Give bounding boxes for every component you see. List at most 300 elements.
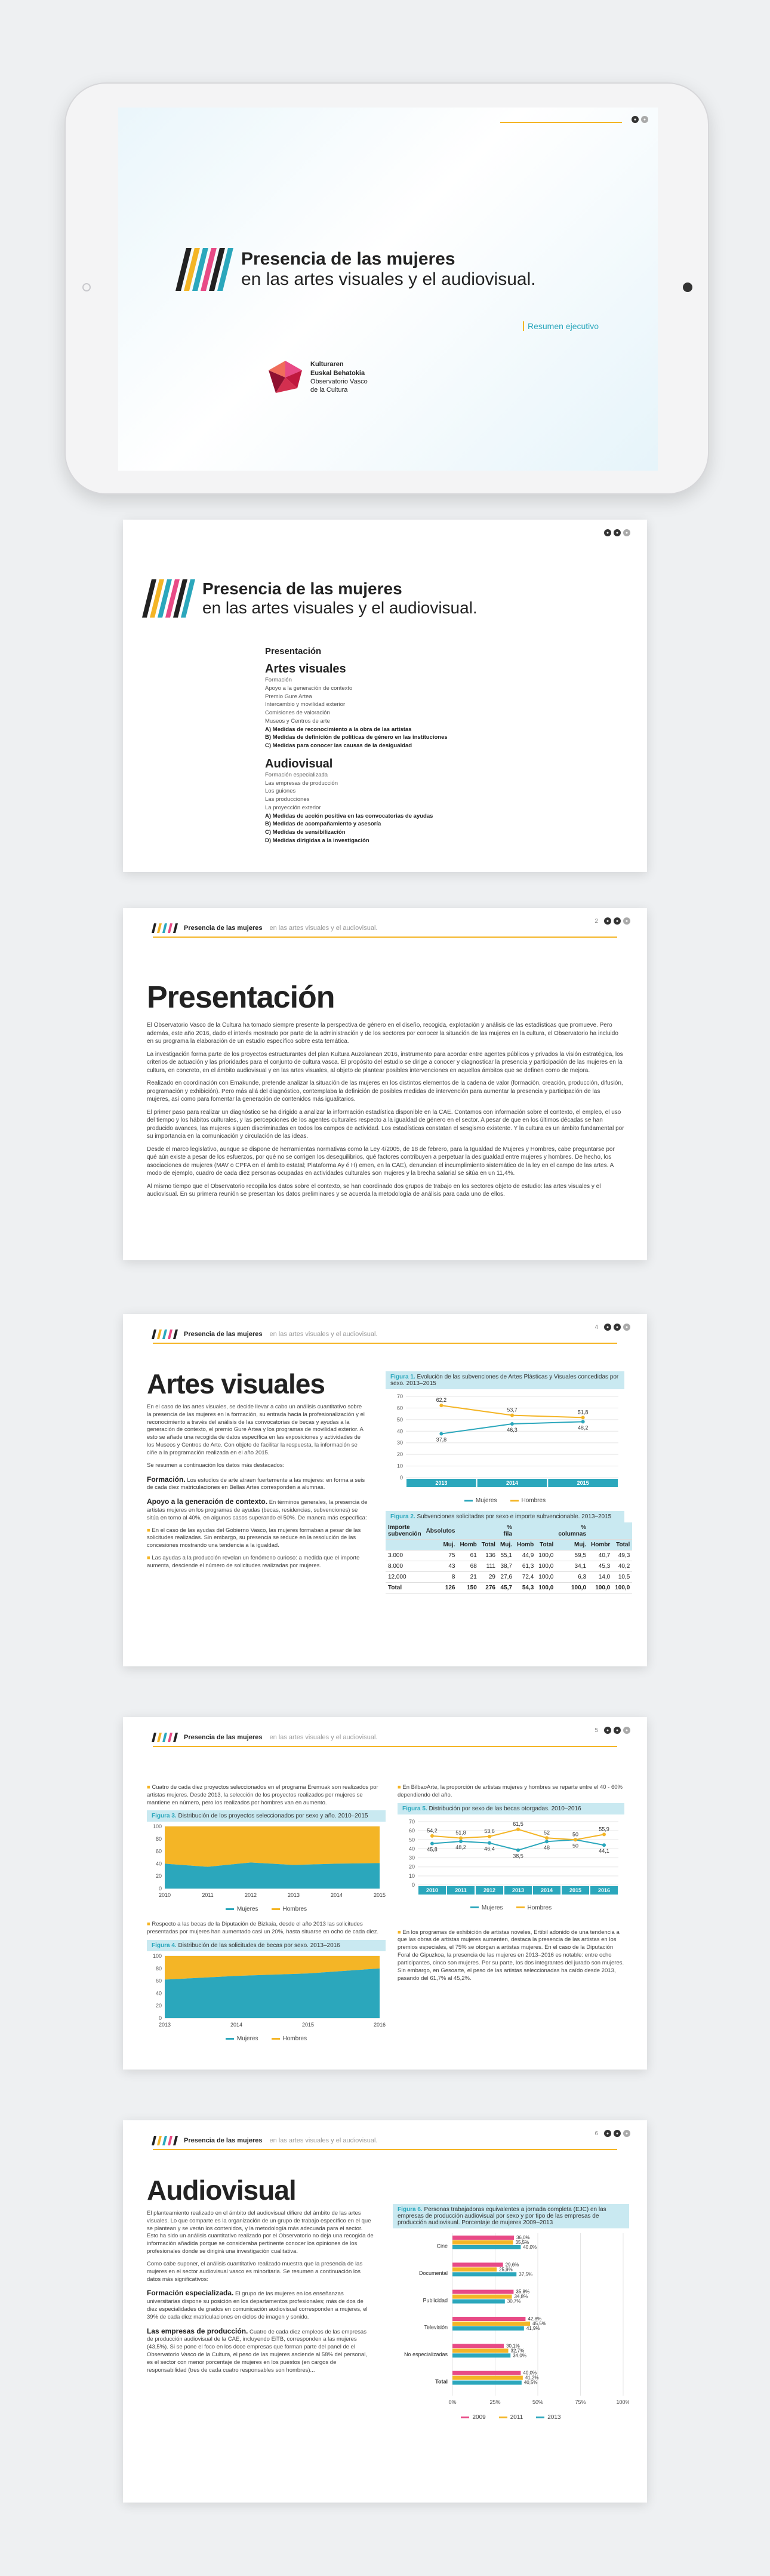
fig4-legend bbox=[147, 2035, 386, 2042]
presentacion-paragraph: Al mismo tiempo que el Observatorio recopila los datos sobre el contexto, se han coordinado dos grupos de trabajo en los sectores objeto de estudio: las artes visuales y el audiovisual. En su primera reunión se presentan los datos preliminares y se acuerda la metodología de análisis para cada uno de ellos. bbox=[147, 1183, 601, 1198]
presentacion-paragraph: Realizado en coordinación con Emakunde, pretende analizar la situación de las mujeres en los distintos elementos de la cadena de valor (formación, creación, producción, difusión, programación y exhibición). Pero más allá del diagnóstico, contemplaba la definición de posibles medidas de intervención para aumentar la presencia y participación de las mujeres, así como para fomentar la generación de contenidos más igualitarios. bbox=[147, 1080, 623, 1103]
data-point bbox=[488, 1834, 491, 1838]
toc-item[interactable]: Intercambio y movilidad exterior bbox=[265, 701, 346, 708]
x-tick-label: 2014 bbox=[230, 2022, 243, 2028]
data-label: 41,9% bbox=[526, 2326, 540, 2331]
presentacion-page bbox=[123, 908, 647, 1260]
bar-2013 bbox=[452, 2381, 522, 2385]
table-cell: 61 bbox=[457, 1550, 479, 1561]
artes-bullet-text: En el caso de las ayudas del Gobierno Vasco, las mujeres formaban a pesar de las solicitudes realizadas. Sin embargo, su presencia se reduce en la resolución de las concesiones mostrando una tendencia a la igualdad. bbox=[147, 1527, 361, 1549]
bar-2011 bbox=[452, 2295, 512, 2299]
data-point bbox=[459, 1836, 463, 1840]
bar-2009 bbox=[452, 2290, 513, 2294]
legend-item-hombres: Hombres bbox=[510, 1497, 546, 1504]
page-badge-icon: ● bbox=[614, 529, 621, 536]
toc-measure[interactable]: C) Medidas de sensibilización bbox=[265, 829, 346, 836]
page5-bullet: ■ En los programas de exhibición de artistas noveles, Ertibil adonido de una tendencia a que las obras de artistas mujeres aumenten, destaca la presencia de las artistas en los premios especiales, el 75% se otorgan a artistas mujeres. En el caso de la Diputación Foral de Gipuzkoa, la presencia de las mujeres en 2013–2016 es notable: entre ocho participantes, cinco son mujeres. Por su parte, los dos integrantes del jurado son mujeres. Sin embargo, en Gesoarte, el peso de las artistas seleccionadas ha caído desde 2013, pasando del 61,7% al 45,2%. bbox=[398, 1929, 624, 1982]
toc-measure[interactable]: A) Medidas de acción positiva en las convocatorias de ayudas bbox=[265, 812, 433, 819]
legend-item-mujeres: Mujeres bbox=[226, 1906, 258, 1912]
toc-page bbox=[123, 520, 647, 872]
legend-item-hombres: Hombres bbox=[272, 2035, 307, 2042]
data-label: 45,8 bbox=[427, 1846, 438, 1853]
logo-bars-icon bbox=[153, 2136, 177, 2145]
data-point bbox=[581, 1416, 585, 1419]
table-cell: 8.000 bbox=[386, 1561, 424, 1572]
y-tick-label: 30 bbox=[408, 1855, 415, 1861]
data-label: 35,5% bbox=[515, 2240, 529, 2245]
toc-measure[interactable]: C) Medidas para conocer las causas de la desigualdad bbox=[265, 742, 412, 750]
toc-artes[interactable]: Artes visuales bbox=[265, 662, 346, 676]
category-label: Televisión bbox=[424, 2324, 448, 2331]
header-subtitle: en las artes visuales y el audiovisual. bbox=[269, 925, 378, 932]
table-cell: % columnas bbox=[556, 1522, 589, 1540]
category-label: Documental bbox=[418, 2270, 448, 2276]
table-cell bbox=[457, 1522, 479, 1540]
y-tick-label: 50 bbox=[396, 1416, 403, 1423]
data-point bbox=[488, 1841, 491, 1844]
observatory-logo-icon bbox=[266, 358, 304, 397]
table-row bbox=[386, 1572, 632, 1583]
fig2-caption: Figura 2. Subvenciones solicitadas por sexo e importe subvencionable. 2013–2015 bbox=[386, 1511, 624, 1522]
table-cell: 111 bbox=[479, 1561, 498, 1572]
page-badge-icon: ● bbox=[604, 2130, 611, 2137]
x-tick-label: 2013 bbox=[287, 1892, 300, 1899]
data-point bbox=[430, 1834, 434, 1838]
page-badge-icon: ● bbox=[604, 529, 611, 536]
header-subtitle: en las artes visuales y el audiovisual. bbox=[269, 1331, 378, 1338]
toc-item[interactable]: Las producciones bbox=[265, 796, 310, 803]
table-cell: 100,0 bbox=[612, 1583, 632, 1594]
table-cell: Importe subvención bbox=[386, 1522, 424, 1540]
toc-item[interactable]: Los guiones bbox=[265, 788, 296, 795]
header-subtitle: en las artes visuales y el audiovisual. bbox=[269, 2137, 378, 2144]
data-point bbox=[581, 1420, 585, 1423]
table-cell: 72,4 bbox=[515, 1572, 536, 1583]
table-cell: Total bbox=[386, 1583, 424, 1594]
x-tick-label: 2015 bbox=[577, 1480, 589, 1486]
fig3-chart bbox=[147, 1822, 386, 1899]
data-label: 46,3 bbox=[507, 1427, 518, 1433]
data-label: 32,7% bbox=[510, 2348, 525, 2354]
bar-2011 bbox=[452, 2376, 523, 2380]
y-tick-label: 80 bbox=[155, 1836, 162, 1843]
data-label: 48 bbox=[543, 1844, 550, 1850]
page5-bullet: ■ En BilbaoArte, la proporción de artistas mujeres y hombres se reparte entre el 40 - 60% dependiendo del año. bbox=[398, 1784, 623, 1798]
legend-item-mujeres: Mujeres bbox=[464, 1497, 497, 1504]
data-label: 48,2 bbox=[577, 1424, 589, 1431]
table-cell: 126 bbox=[424, 1583, 458, 1594]
audio-p1: El planteamiento realizado en el ámbito del audiovisual difiere del ámbito de las artes visuales. Lo que comparte es la organización de un grupo de trabajo específico en el que se plantean y se verán los contenidos, y la metodología más adecuada para el sector. Esto ha sido un análisis cuantitativo realizado por el Observatorio no deja una recogida de información añadida porque se consideraba pertinente conocer los opiniones de los profesionales donde se dirigirá una investigación cualitativa. bbox=[147, 2210, 374, 2255]
toc-item[interactable]: Las empresas de producción bbox=[265, 779, 338, 787]
table-cell: 14,0 bbox=[589, 1572, 612, 1583]
table-cell: Total bbox=[612, 1540, 632, 1550]
artes-apoyo bbox=[147, 1497, 368, 1522]
bar-2009 bbox=[452, 2371, 520, 2375]
toc-measure[interactable]: A) Medidas de reconocimiento a la obra de las artistas bbox=[265, 726, 412, 733]
category-label: Publicidad bbox=[423, 2297, 448, 2304]
audiovisual-page bbox=[123, 2120, 647, 2503]
toc-item[interactable]: La proyección exterior bbox=[265, 804, 321, 811]
toc-title-line1: Presencia de las mujeres bbox=[202, 579, 402, 598]
table-row bbox=[386, 1550, 632, 1561]
table-cell: 49,3 bbox=[612, 1550, 632, 1561]
y-tick-label: 80 bbox=[155, 1965, 162, 1972]
page-badge-icon: ● bbox=[604, 1324, 611, 1331]
fig6-legend bbox=[393, 2414, 629, 2421]
table-cell: 59,5 bbox=[556, 1550, 589, 1561]
table-cell: Hombr bbox=[589, 1540, 612, 1550]
artes-formacion-text: Los estudios de arte atraen fuertemente a las mujeres: en forma a seis de cada diez matriculaciones en Bellas Artes corresponden a alumnas. bbox=[147, 1476, 365, 1491]
bar-2011 bbox=[452, 2322, 530, 2326]
table-cell bbox=[536, 1522, 556, 1540]
data-label: 30,1% bbox=[506, 2343, 520, 2349]
x-tick-label: 2011 bbox=[455, 1887, 467, 1893]
data-label: 61,5 bbox=[513, 1820, 523, 1827]
page-badge-icon: ● bbox=[623, 917, 630, 925]
data-label: 46,4 bbox=[484, 1846, 495, 1852]
artes-bullet: ■ Las ayudas a la producción revelan un fenómeno curioso: a medida que el importe aumenta, desciende el número de solicitudes realizadas por mujeres. bbox=[147, 1555, 360, 1569]
y-tick-label: 70 bbox=[408, 1818, 415, 1825]
artes-page bbox=[123, 1314, 647, 1666]
data-label: 37,8 bbox=[436, 1436, 447, 1443]
x-tick-label: 2010 bbox=[158, 1892, 171, 1899]
artes-apoyo-text: En términos generales, la presencia de artistas mujeres en los programas de ayudas (becas, residencias, subvenciones) se sitúa en torno al 40%, en algunos casos superando el 50%. De manera más específica: bbox=[147, 1499, 368, 1521]
data-label: 50 bbox=[572, 1831, 579, 1837]
audio-empresas bbox=[147, 2326, 374, 2375]
bar-2013 bbox=[452, 2299, 505, 2304]
table-cell: 43 bbox=[424, 1561, 458, 1572]
area-mujeres bbox=[165, 1863, 380, 1889]
table-row bbox=[386, 1561, 632, 1572]
org-line3: Observatorio Vasco bbox=[310, 378, 368, 385]
page-badge-icon: ● bbox=[623, 1324, 630, 1331]
table-cell bbox=[515, 1522, 536, 1540]
org-line1: Kulturaren bbox=[310, 361, 344, 369]
fig1-caption: Figura 1. Evolución de las subvenciones de Artes Plásticas y Visuales concedidas por sexo. 2013–2015 bbox=[386, 1371, 624, 1389]
y-tick-label: 40 bbox=[396, 1428, 403, 1435]
y-tick-label: 20 bbox=[396, 1451, 403, 1458]
toc-presentacion[interactable]: Presentación bbox=[265, 646, 322, 656]
org-line4: de la Cultura bbox=[310, 386, 348, 394]
tablet-mockup bbox=[64, 82, 709, 495]
page-badge-icon: ● bbox=[604, 917, 611, 925]
x-tick-label: 2014 bbox=[330, 1892, 343, 1899]
legend-item-hombres: Hombres bbox=[272, 1906, 307, 1912]
page-number: 6 bbox=[595, 2130, 598, 2137]
data-label: 41,2% bbox=[525, 2375, 539, 2381]
toc-audio[interactable]: Audiovisual bbox=[265, 757, 333, 770]
data-point bbox=[602, 1843, 606, 1847]
legend-item: 2011 bbox=[499, 2414, 523, 2421]
data-label: 36,0% bbox=[516, 2235, 530, 2240]
cover-screen bbox=[118, 108, 658, 471]
fig6-caption: Figura 6. Personas trabajadoras equivalentes a jornada completa (EJC) en las empresas de producción audiovisual por sexo y por tipo de las empresas de producción audiovisual. Porcentaje de mujeres 2009–2013 bbox=[393, 2204, 629, 2228]
toc-measure[interactable]: B) Medidas de definición de políticas de género en las instituciones bbox=[265, 734, 448, 741]
presentacion-paragraph: Desde el marco legislativo, aunque se dispone de herramientas normativas como la Ley 4/2005, de 18 de febrero, para la Igualdad de Mujeres y Hombres, cabe preguntarse por qué aún existe a pesar de los esfuerzos, por qué no se corrigen los desequilibrios, qué factores contribuyen a perpetuar la desigualdad entre mujeres y hombres. De hecho, los asociaciones de mujeres (MAV o CPFA en el ámbito estatal; Plataforma Ay é H) emen, en la CAE), denuncian el incumplimiento sistemático de la ley en el campo de las artes. A modo de ejemplo, cuadro de cada diez personas ocupadas en actividades culturales son mujeres y la brecha salarial se sitúa en un 11,4%. bbox=[147, 1146, 615, 1177]
area-hombres bbox=[165, 1826, 380, 1867]
bar-2011 bbox=[452, 2348, 509, 2353]
page-badge-icon: ● bbox=[614, 1324, 621, 1331]
toc-item[interactable]: Premio Gure Artea bbox=[265, 693, 312, 700]
header-accent-line bbox=[153, 2149, 617, 2150]
x-tick-label: 2015 bbox=[301, 2022, 315, 2028]
header-title: Presencia de las mujeres bbox=[184, 925, 263, 932]
y-tick-label: 20 bbox=[155, 2003, 162, 2009]
y-tick-label: 10 bbox=[396, 1463, 403, 1469]
data-point bbox=[510, 1422, 514, 1426]
data-label: 53,7 bbox=[507, 1407, 518, 1413]
table-cell: 61,3 bbox=[515, 1561, 536, 1572]
page5-bullet: ■ Cuatro de cada diez proyectos seleccionados en el programa Eremuak son realizados por artistas mujeres. Desde 2013, la selección de los proyectos realizados por mujeres se mantiene en número, pero los realizados por hombres van en aumento. bbox=[147, 1784, 378, 1806]
legend-item-hombres: Hombres bbox=[516, 1905, 552, 1911]
data-label: 34,0% bbox=[513, 2353, 526, 2359]
fig3-legend bbox=[147, 1906, 386, 1912]
data-label: 50 bbox=[572, 1842, 579, 1849]
header-title: Presencia de las mujeres bbox=[184, 1331, 263, 1338]
y-tick-label: 0 bbox=[158, 2015, 162, 2022]
table-cell: 10,5 bbox=[612, 1572, 632, 1583]
data-label: 37,5% bbox=[519, 2271, 532, 2277]
y-tick-label: 60 bbox=[396, 1405, 403, 1411]
x-tick-label: 50% bbox=[532, 2399, 544, 2405]
page-badge-icon: ● bbox=[623, 529, 630, 536]
table-cell: 38,7 bbox=[498, 1561, 515, 1572]
legend-item: 2013 bbox=[536, 2414, 560, 2421]
data-point bbox=[430, 1841, 434, 1845]
toc-item[interactable]: Formación especializada bbox=[265, 771, 328, 778]
tablet-camera bbox=[82, 283, 91, 291]
header-subtitle: en las artes visuales y el audiovisual. bbox=[269, 1734, 378, 1741]
data-label: 54,2 bbox=[427, 1827, 438, 1834]
presentacion-paragraph: El Observatorio Vasco de la Cultura ha tomado siempre presente la perspectiva de género en el diseño, recogida, explotación y análisis de las estadísticas que promueve. Pero además, este año 2016, dado el interés mostrado por parte de la administración y de los sectores por conocer la situación de las mujeres en la cultura, el Observatorio ha incluido en su programa la elaboración de un estudio específico sobre esta temática. bbox=[147, 1022, 618, 1045]
artes-intro: En el caso de las artes visuales, se decide llevar a cabo un análisis cuantitativo sobre la presencia de las mujeres en la formación, su entrada hacia la profesionalización y el reconocimiento a través del análisis de las convocatorias de becas y ayudas a la generación de contexto, el premio Gure Artea y los programas de movilidad exterior. A esto se añade una recogida de datos específica en las exposiciones y actividades de los Museos y Centros de Arte. Con objeto de facilitar la respuesta, la información se ciñe a la programación realizada en el año 2015. bbox=[147, 1404, 365, 1456]
y-tick-label: 0 bbox=[158, 1886, 162, 1892]
page-badge-icon: ● bbox=[614, 917, 621, 925]
page-number: 2 bbox=[595, 917, 598, 925]
table-cell: 276 bbox=[479, 1583, 498, 1594]
y-tick-label: 40 bbox=[155, 1990, 162, 1997]
y-tick-label: 100 bbox=[152, 1953, 162, 1960]
y-tick-label: 30 bbox=[396, 1439, 403, 1446]
logo-bars-icon bbox=[147, 579, 190, 618]
category-label: Cine bbox=[436, 2243, 448, 2249]
y-tick-label: 70 bbox=[396, 1393, 403, 1399]
audio-formacion-text: El grupo de las mujeres en los enseñanzas universitarias dispone su posición en los departamentos profesionales; más de dos de diez especialidades de grados en comunicación audiovisual corresponden a mujeres, el 39% de cada diez matriculaciones en ciclos de imagen y sonido. bbox=[147, 2291, 368, 2320]
page-badge-icon: ● bbox=[604, 1727, 611, 1734]
fig6-chart bbox=[393, 2228, 629, 2408]
table-cell: Total bbox=[479, 1540, 498, 1550]
toc-item[interactable]: Formación bbox=[265, 677, 292, 683]
audio-formacion-heading: Formación especializada. bbox=[147, 2289, 234, 2298]
page-badge-icon: ● bbox=[623, 1727, 630, 1734]
data-label: 40,5% bbox=[523, 2380, 538, 2385]
table-cell: Muj. bbox=[424, 1540, 458, 1550]
x-tick-label: 2010 bbox=[426, 1887, 439, 1893]
table-cell: 100,0 bbox=[556, 1583, 589, 1594]
data-label: 52 bbox=[543, 1829, 550, 1835]
y-tick-label: 20 bbox=[408, 1863, 415, 1870]
x-tick-label: 75% bbox=[575, 2399, 586, 2405]
data-point bbox=[545, 1836, 549, 1840]
data-point bbox=[545, 1840, 549, 1843]
bar-2009 bbox=[452, 2344, 504, 2348]
table-cell: 100,0 bbox=[536, 1583, 556, 1594]
table-cell bbox=[386, 1540, 424, 1550]
data-label: 40,0% bbox=[523, 2245, 537, 2250]
table-subheader-row bbox=[386, 1540, 632, 1550]
x-tick-label: 2016 bbox=[373, 2022, 386, 2028]
audio-formacion bbox=[147, 2288, 374, 2321]
fig2-table bbox=[386, 1522, 632, 1594]
toc-item[interactable]: Apoyo a la generación de contexto bbox=[265, 684, 353, 692]
data-point bbox=[439, 1404, 443, 1407]
audio-p2: Como cabe suponer, el análisis cuantitativo realizado muestra que la presencia de las mujeres en el sector audiovisual vasco es minoritaria. Se resumen a continuación los datos más significativos: bbox=[147, 2260, 363, 2283]
page5-bullet: ■ Respecto a las becas de la Diputación de Bizkaia, desde el año 2013 las solicitudes presentadas por mujeres han aumentado casi un 20%, hasta situarse en ocho de cada diez. bbox=[147, 1921, 379, 1936]
artes-title: Artes visuales bbox=[147, 1368, 325, 1399]
page-badge-icon: ● bbox=[623, 2130, 630, 2137]
y-tick-label: 40 bbox=[408, 1846, 415, 1852]
table-cell bbox=[479, 1522, 498, 1540]
bar-2013 bbox=[452, 2272, 516, 2276]
header-accent-line bbox=[153, 937, 617, 938]
data-label: 34,8% bbox=[514, 2293, 528, 2299]
table-cell: 6,3 bbox=[556, 1572, 589, 1583]
page-badge-icon: ● bbox=[632, 116, 639, 123]
x-tick-label: 2012 bbox=[244, 1892, 257, 1899]
data-label: 42,8% bbox=[528, 2316, 542, 2322]
data-label: 48,2 bbox=[455, 1844, 466, 1850]
x-tick-label: 2013 bbox=[158, 2022, 171, 2028]
table-cell: 54,3 bbox=[515, 1583, 536, 1594]
presentacion-paragraph: El primer paso para realizar un diagnóstico se ha dirigido a analizar la información estadística disponible en la CAE. Contamos con información sobre el contexto, el empleo, el uso del tiempo y los hábitos culturales, y las percepciones de los agentes culturales respecto a la igualdad de género en el sector. A pesar de que en los últimos décadas se han producido avances, las mujeres siguen discriminadas en todos los campos de actividad. Los estadísticas constatan el sesgismo existente. Y la cultura es un ámbito fundamental por su importancia en la comunicación y circulación de las ideas. bbox=[147, 1109, 624, 1140]
toc-item[interactable]: Comisiones de valoración bbox=[265, 710, 330, 717]
category-label: No especializadas bbox=[404, 2351, 448, 2357]
y-tick-label: 60 bbox=[408, 1827, 415, 1834]
data-point bbox=[516, 1848, 520, 1852]
legend-item-mujeres: Mujeres bbox=[470, 1905, 503, 1911]
table-cell: Total bbox=[536, 1540, 556, 1550]
presentacion-title: Presentación bbox=[147, 980, 335, 1015]
bar-2011 bbox=[452, 2240, 513, 2245]
data-label: 53,6 bbox=[484, 1828, 495, 1834]
data-label: 51,8 bbox=[455, 1829, 466, 1836]
y-tick-label: 60 bbox=[155, 1978, 162, 1984]
table-cell: 100,0 bbox=[589, 1583, 612, 1594]
x-tick-label: 2014 bbox=[506, 1480, 519, 1486]
logo-bars-icon bbox=[153, 923, 177, 933]
data-point bbox=[516, 1827, 520, 1831]
audiovisual-title: Audiovisual bbox=[147, 2175, 296, 2206]
data-point bbox=[602, 1832, 606, 1836]
table-cell: 75 bbox=[424, 1550, 458, 1561]
table-row bbox=[386, 1583, 632, 1594]
page-badge-icon: ● bbox=[614, 2130, 621, 2137]
data-label: 25,9% bbox=[499, 2267, 513, 2273]
x-tick-label: 25% bbox=[489, 2399, 501, 2405]
artes-intro2: Se resumen a continuación los datos más destacados: bbox=[147, 1462, 285, 1469]
cover-title-line1: Presencia de las mujeres bbox=[241, 249, 455, 269]
data-label: 35,8% bbox=[516, 2289, 530, 2295]
fig5-chart bbox=[398, 1814, 624, 1898]
x-tick-label: 0% bbox=[448, 2399, 457, 2405]
x-tick-label: 2013 bbox=[512, 1887, 525, 1893]
fig3-caption: Figura 3. Distribución de los proyectos seleccionados por sexo y año. 2010–2015 bbox=[147, 1810, 386, 1822]
toc-measure[interactable]: D) Medidas dirigidas a la investigación bbox=[265, 837, 369, 845]
x-tick-label: 2016 bbox=[597, 1887, 611, 1893]
data-label: 44,1 bbox=[599, 1847, 609, 1854]
table-cell: Homb bbox=[515, 1540, 536, 1550]
artes-formacion-heading: Formación. bbox=[147, 1475, 186, 1484]
fig4-chart bbox=[147, 1951, 386, 2029]
artes-bullet-text: Las ayudas a la producción revelan un fenómeno curioso: a medida que el importe aumenta, desciende el número de solicitudes realizadas por mujeres. bbox=[147, 1555, 360, 1569]
header-title: Presencia de las mujeres bbox=[184, 2137, 263, 2144]
logo-bars-icon bbox=[153, 1733, 177, 1742]
header-accent-line bbox=[153, 1343, 617, 1344]
table-cell: Absolutos bbox=[424, 1522, 458, 1540]
table-cell: 45,7 bbox=[498, 1583, 515, 1594]
table-cell: 40,7 bbox=[589, 1550, 612, 1561]
bar-2013 bbox=[452, 2245, 520, 2249]
table-cell: 100,0 bbox=[536, 1561, 556, 1572]
page-number: 4 bbox=[595, 1324, 598, 1331]
y-tick-label: 0 bbox=[399, 1475, 403, 1481]
artes-apoyo-heading: Apoyo a la generación de contexto. bbox=[147, 1497, 268, 1506]
table-cell: % fila bbox=[498, 1522, 515, 1540]
fig5-legend bbox=[398, 1905, 624, 1911]
table-cell: 44,9 bbox=[515, 1550, 536, 1561]
fig4-caption: Figura 4. Distribución de las solicitudes de becas por sexo. 2013–2016 bbox=[147, 1940, 386, 1951]
audio-empresas-heading: Las empresas de producción. bbox=[147, 2326, 248, 2335]
page-number: 5 bbox=[595, 1727, 598, 1734]
y-tick-label: 40 bbox=[155, 1860, 162, 1867]
table-cell: 100,0 bbox=[536, 1550, 556, 1561]
table-cell: Muj. bbox=[556, 1540, 589, 1550]
x-tick-label: 2015 bbox=[373, 1892, 386, 1899]
page-badge-icon: ● bbox=[614, 1727, 621, 1734]
header-title: Presencia de las mujeres bbox=[184, 1734, 263, 1741]
toc-measure[interactable]: B) Medidas de acompañamiento y asesoría bbox=[265, 821, 381, 828]
header-accent-line bbox=[153, 1746, 617, 1747]
data-point bbox=[574, 1838, 577, 1841]
bar-2013 bbox=[452, 2353, 510, 2357]
logo-bars-icon bbox=[153, 1330, 177, 1339]
table-cell: 55,1 bbox=[498, 1550, 515, 1561]
legend-item: 2009 bbox=[461, 2414, 485, 2421]
data-label: 38,5 bbox=[513, 1853, 523, 1859]
data-label: 45,5% bbox=[532, 2321, 546, 2326]
data-point bbox=[459, 1840, 463, 1843]
bar-2009 bbox=[452, 2262, 503, 2267]
table-cell: Muj. bbox=[498, 1540, 515, 1550]
bar-2013 bbox=[452, 2326, 524, 2331]
fig1-legend bbox=[386, 1497, 624, 1504]
y-tick-label: 60 bbox=[155, 1849, 162, 1855]
toc-item[interactable]: Museos y Centros de arte bbox=[265, 717, 330, 724]
data-label: 62,2 bbox=[436, 1397, 447, 1404]
table-cell bbox=[589, 1522, 612, 1540]
table-cell: 136 bbox=[479, 1550, 498, 1561]
x-tick-label: 100% bbox=[616, 2399, 629, 2405]
table-cell: 8 bbox=[424, 1572, 458, 1583]
x-tick-label: 2011 bbox=[202, 1892, 214, 1899]
table-header-row bbox=[386, 1522, 632, 1540]
tablet-home-button[interactable] bbox=[683, 283, 692, 292]
y-tick-label: 50 bbox=[408, 1836, 415, 1843]
cover-subtitle: Resumen ejecutivo bbox=[523, 321, 599, 331]
data-label: 55,9 bbox=[599, 1825, 609, 1832]
table-cell: 34,1 bbox=[556, 1561, 589, 1572]
artes-formacion bbox=[147, 1475, 368, 1493]
